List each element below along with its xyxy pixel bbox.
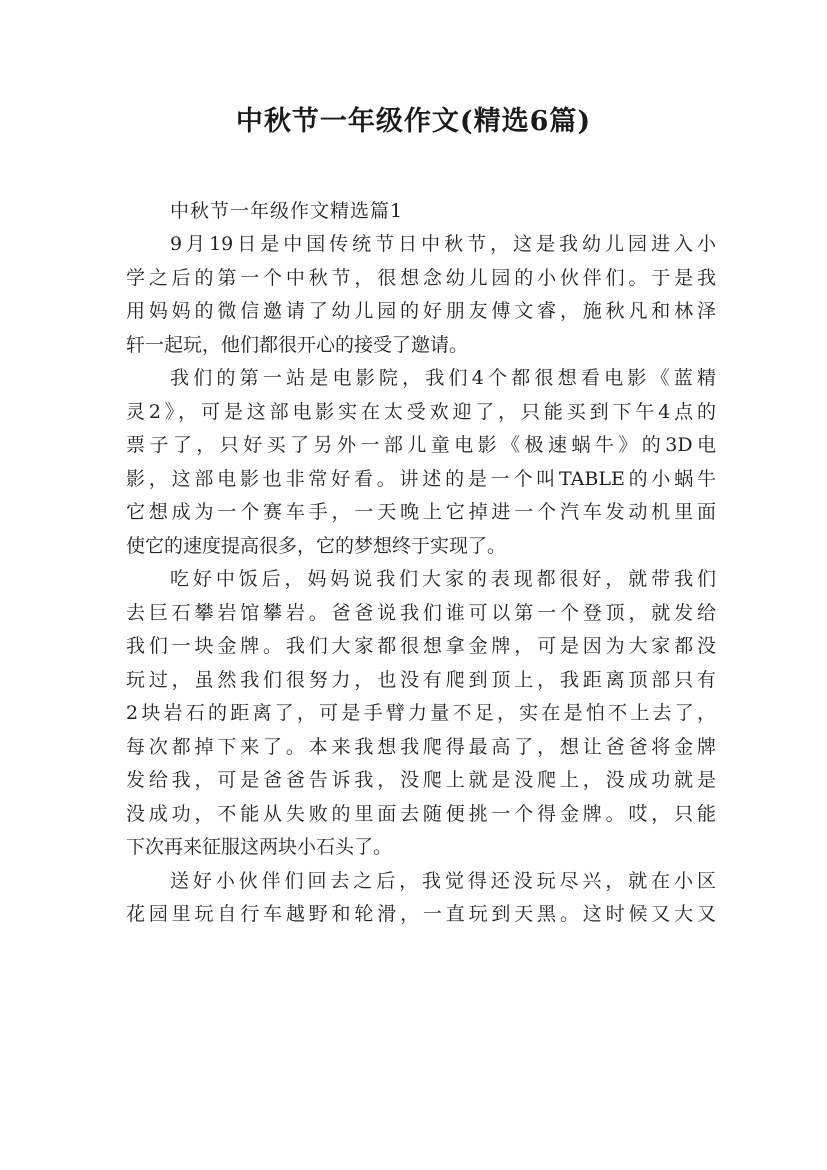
paragraph-line: 它想成为一个赛车手，一天晚上它掉进一个汽车发动机里面 [126, 501, 716, 523]
paragraph-line: 玩过，虽然我们很努力，也没有爬到顶上，我距离顶部只有 [126, 668, 716, 691]
paragraph-line: 学之后的第一个中秋节，很想念幼儿园的小伙伴们。于是我 [126, 266, 716, 289]
paragraph-line: 使它的速度提高很多，它的梦想终于实现了。 [126, 534, 507, 557]
paragraph-4 [126, 865, 716, 932]
document-title: 中秋节一年级作文(精选6篇) [235, 106, 592, 137]
paragraph-1 [126, 228, 716, 362]
paragraph-line: 去巨石攀岩馆攀岩。爸爸说我们谁可以第一个登顶，就发给 [126, 601, 716, 624]
paragraph-3 [126, 563, 716, 865]
paragraph-line: 下次再来征服这两块小石头了。 [126, 836, 393, 858]
paragraph-line: 发给我，可是爸爸告诉我，没爬上就是没爬上，没成功就是 [126, 769, 716, 791]
paragraph-line: 我们一块金牌。我们大家都很想拿金牌，可是因为大家都没 [126, 635, 716, 657]
document-body [126, 195, 716, 932]
paragraph-line: 花园里玩自行车越野和轮滑，一直玩到天黑。这时候又大又 [126, 903, 716, 925]
paragraph-line: 轩一起玩，他们都很开心的接受了邀请。 [126, 333, 469, 356]
paragraph-line: 用妈妈的微信邀请了幼儿园的好朋友傅文睿，施秋凡和林泽 [126, 300, 716, 322]
paragraph-line: 我们的第一站是电影院，我们4个都很想看电影《蓝精 [170, 367, 716, 389]
paragraph-line: 送好小伙伴们回去之后，我觉得还没玩尽兴，就在小区 [170, 869, 716, 892]
paragraph-line: 2块岩石的距离了，可是手臂力量不足，实在是怕不上去了， [126, 702, 716, 724]
paragraph-line: 9月19日是中国传统节日中秋节，这是我幼儿园进入小 [170, 233, 716, 255]
paragraph-line: 票子了，只好买了另外一部儿童电影《极速蜗牛》的3D电 [126, 434, 716, 456]
section-heading: 中秋节一年级作文精选篇1 [170, 200, 404, 222]
paragraph-line: 每次都掉下来了。本来我想我爬得最高了，想让爸爸将金牌 [126, 735, 716, 758]
paragraph-line: 灵2》，可是这部电影实在太受欢迎了，只能买到下午4点的 [126, 400, 716, 423]
paragraph-line: 没成功，不能从失败的里面去随便挑一个得金牌。哎，只能 [126, 802, 716, 825]
paragraph-2 [126, 362, 716, 563]
paragraph-line: 吃好中饭后，妈妈说我们大家的表现都很好，就带我们 [170, 568, 716, 590]
paragraph-line: 影，这部电影也非常好看。讲述的是一个叫TABLE的小蜗牛 [126, 467, 716, 490]
